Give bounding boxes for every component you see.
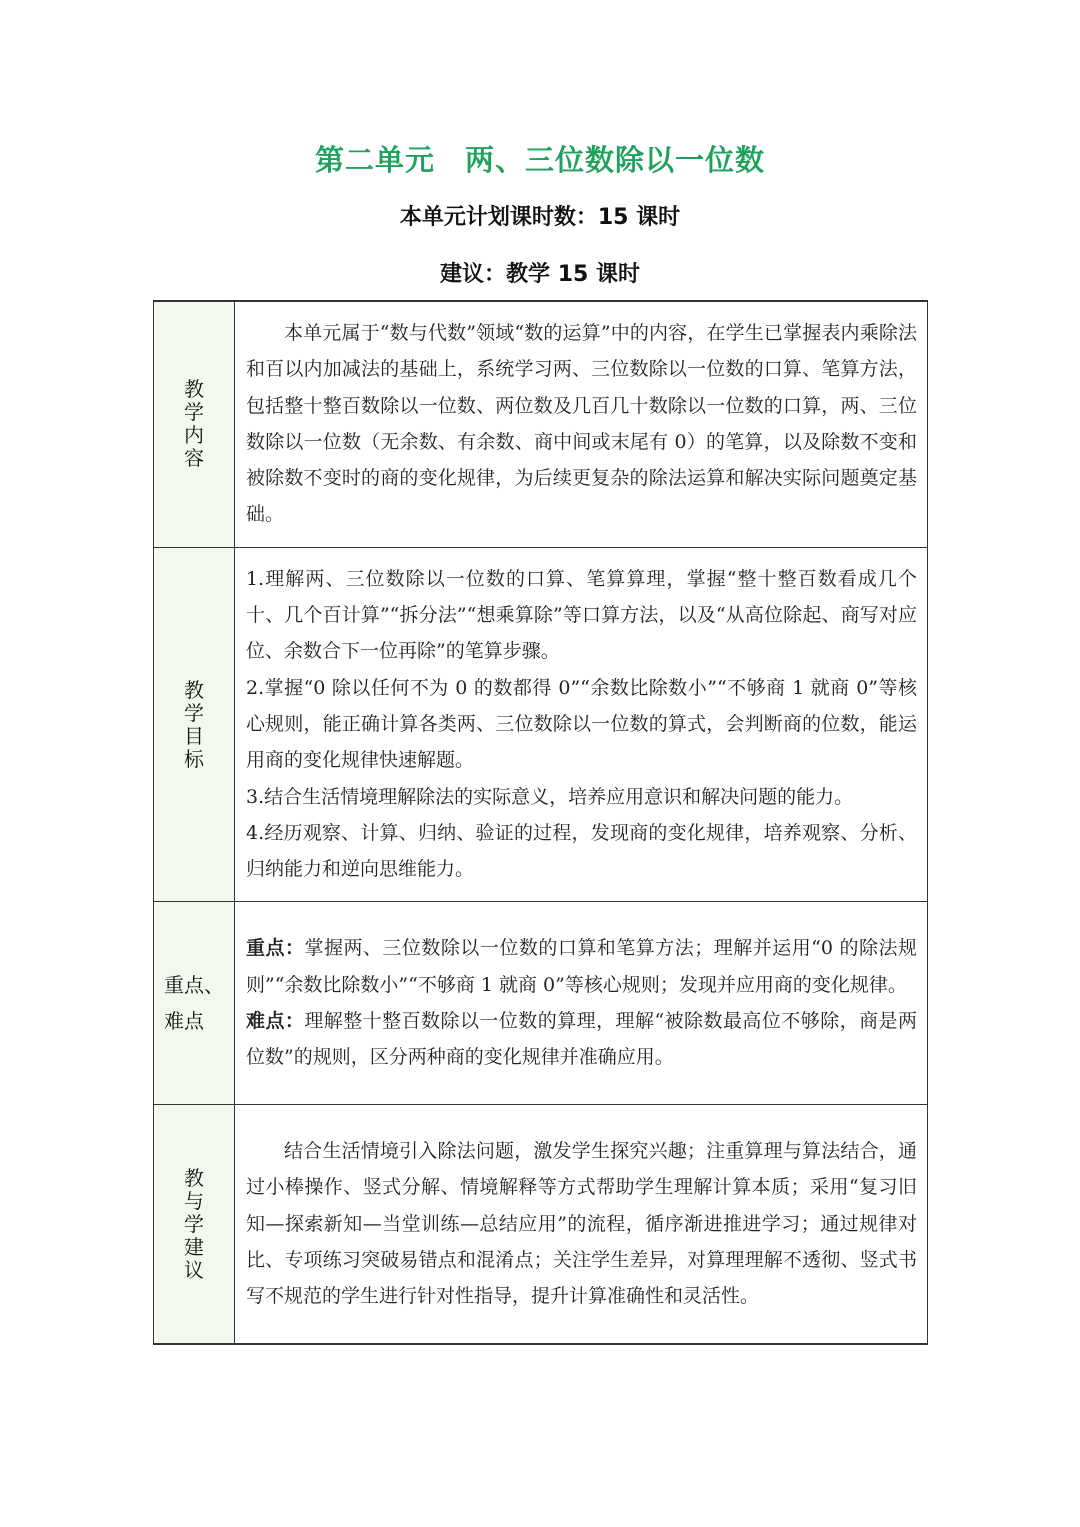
goal-item: 2.掌握“0 除以任何不为 0 的数都得 0”“余数比除数小”“不够商 1 就商 0”等核心规则，能正确计算各类两、三位数除以一位数的算式，会判断商的位数，能运用商的变化规律快速解题。 [246, 676, 917, 772]
table-row [154, 902, 928, 1105]
goal-item: 1.理解两、三位数除以一位数的口算、笔算算理，掌握“整十整百数看成几个十、几个百计算”“拆分法”“想乘算除”等口算方法，以及“从高位除起、商写对应位、余数合下一位再除”的笔算步骤。 [246, 567, 917, 663]
unit-plan-table [153, 300, 928, 1345]
key-difficult-cell [235, 902, 928, 1105]
teaching-content-label: 教学内容 [184, 377, 204, 471]
teaching-suggestions-cell [235, 1105, 928, 1344]
key-difficult-label [164, 967, 224, 1039]
key-points-text: 掌握两、三位数除以一位数的口算和笔算方法；理解并运用“0 的除法规则”“余数比除数小”“不够商 1 就商 0”等核心规则；发现并应用商的变化规律。 [246, 937, 917, 996]
teaching-suggestions-label: 教与学建议 [184, 1165, 204, 1282]
teaching-goals-label: 教学目标 [184, 677, 204, 771]
suggested-hours: 建议：教学 15 课时 [440, 262, 640, 287]
goal-item: 4.经历观察、计算、归纳、验证的过程，发现商的变化规律，培养观察、分析、归纳能力和逆向思维能力。 [246, 821, 917, 881]
row-label-teaching-goals [154, 547, 235, 902]
difficulty-label: 难点： [246, 1009, 305, 1032]
goal-item: 3.结合生活情境理解除法的实际意义，培养应用意识和解决问题的能力。 [246, 785, 854, 808]
page-title: 第二单元 两、三位数除以一位数 [314, 143, 765, 177]
difficulty-text: 理解整十整百数除以一位数的算理，理解“被除数最高位不够除，商是两位数”的规则，区分两种商的变化规律并准确应用。 [246, 1009, 917, 1069]
key-difficult-label-line1: 重点、 [164, 973, 224, 998]
row-label-key-difficult [154, 902, 235, 1105]
row-label-teaching-content [154, 301, 235, 547]
table-row [154, 301, 928, 547]
key-difficult-label-line2: 难点 [164, 1009, 204, 1034]
teaching-content-cell [235, 301, 928, 547]
table-row [154, 547, 928, 902]
teaching-content-text: 本单元属于“数与代数”领域“数的运算”中的内容，在学生已掌握表内乘除法和百以内加减法的基础上，系统学习两、三位数除以一位数的口算、笔算方法，包括整十整百数除以一位数、两位数及几百几十数除以一位数的口算，两、三位数除以一位数（无余数、有余数、商中间或末尾有 0）的笔算，以及除数不变和被除数不变时的商的变化规律，为后续更复杂的除法运算和解决实际问题奠定基础。 [246, 322, 917, 526]
difficulty-paragraph [246, 1003, 917, 1076]
teaching-suggestions-text: 结合生活情境引入除法问题，激发学生探究兴趣；注重算理与算法结合，通过小棒操作、竖式分解、情境解释等方式帮助学生理解计算本质；采用“复习旧知—探索新知—当堂训练—总结应用”的流程，循序渐进推进学习；通过规律对比、专项练习突破易错点和混淆点；关注学生差异，对算理理解不透彻、竖式书写不规范的学生进行针对性指导，提升计算准确性和灵活性。 [246, 1139, 917, 1308]
table-row [154, 1105, 928, 1344]
teaching-goals-cell [235, 547, 928, 902]
key-points-label: 重点： [246, 937, 305, 960]
key-points-paragraph [246, 930, 917, 1003]
row-label-teaching-suggestions [154, 1105, 235, 1344]
planned-hours: 本单元计划课时数：15 课时 [399, 205, 681, 230]
